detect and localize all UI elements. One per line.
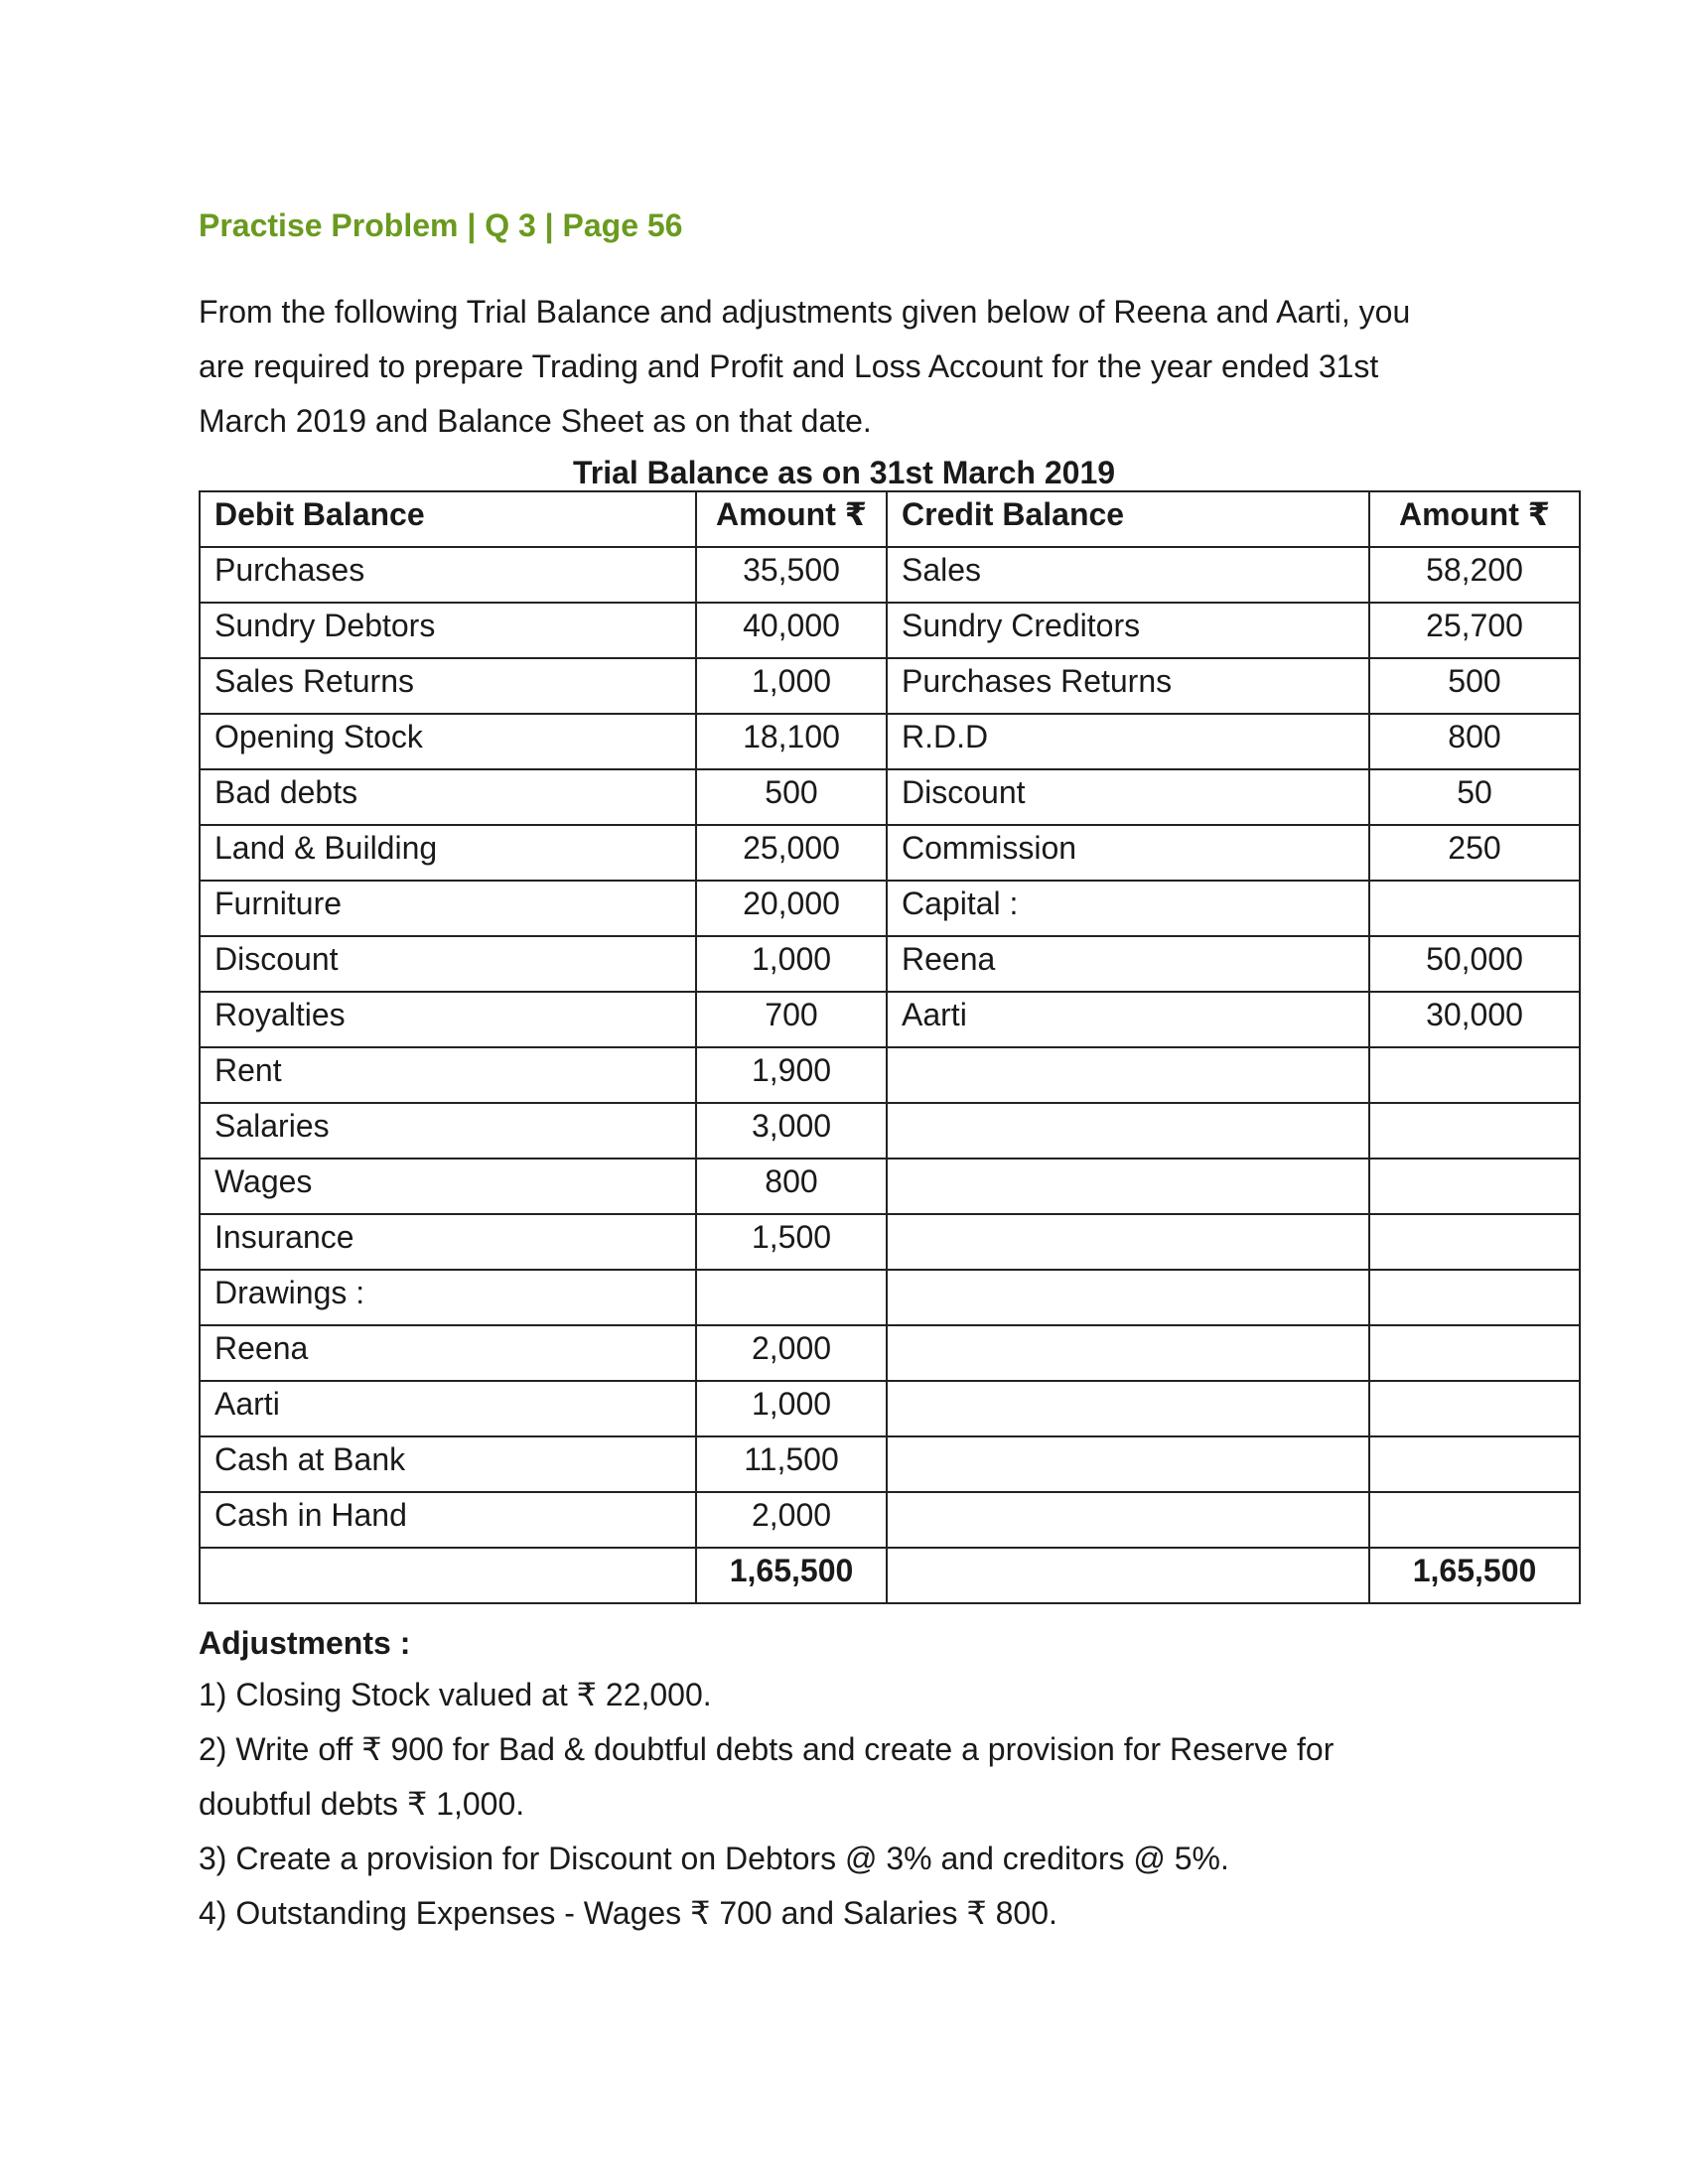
credit-balance-cell: Sundry Creditors [887, 603, 1369, 658]
credit-balance-cell: Commission [887, 825, 1369, 881]
adjustments-title: Adjustments : [199, 1625, 411, 1661]
debit-amount-cell: 1,000 [696, 658, 887, 714]
debit-balance-cell: Salaries [200, 1103, 696, 1159]
credit-balance-cell: Sales [887, 547, 1369, 603]
table-row [200, 1270, 1580, 1325]
table-row [200, 714, 1580, 769]
table-row [200, 1047, 1580, 1103]
table-row [200, 769, 1580, 825]
table-row [200, 992, 1580, 1047]
debit-balance-cell: Wages [200, 1159, 696, 1214]
table-row [200, 1214, 1580, 1270]
debit-amount-cell: 3,000 [696, 1103, 887, 1159]
credit-amount-cell: 58,200 [1369, 547, 1580, 603]
debit-amount-cell: 1,000 [696, 936, 887, 992]
debit-amount-cell: 1,900 [696, 1047, 887, 1103]
credit-balance-cell [887, 1214, 1369, 1270]
total-debit-amount: 1,65,500 [696, 1548, 887, 1603]
credit-amount-cell [1369, 1159, 1580, 1214]
credit-balance-cell [887, 1436, 1369, 1492]
credit-balance-cell [887, 1103, 1369, 1159]
credit-amount-cell: 800 [1369, 714, 1580, 769]
header-credit-amount: Amount ₹ [1369, 491, 1580, 547]
debit-amount-cell: 1,000 [696, 1381, 887, 1436]
total-row [200, 1548, 1580, 1603]
credit-balance-cell [887, 1325, 1369, 1381]
debit-balance-cell: Sundry Debtors [200, 603, 696, 658]
credit-amount-cell: 25,700 [1369, 603, 1580, 658]
problem-statement [199, 285, 1579, 449]
table-row [200, 547, 1580, 603]
debit-balance-cell: Opening Stock [200, 714, 696, 769]
credit-balance-cell: R.D.D [887, 714, 1369, 769]
table-row [200, 658, 1580, 714]
table-row [200, 1381, 1580, 1436]
table-row [200, 1492, 1580, 1548]
debit-balance-cell: Rent [200, 1047, 696, 1103]
problem-statement-line: From the following Trial Balance and adjustments given below of Reena and Aarti, you [199, 294, 1411, 330]
debit-balance-cell: Bad debts [200, 769, 696, 825]
adjustment-item: 3) Create a provision for Discount on Debtors @ 3% and creditors @ 5%. [199, 1841, 1229, 1876]
debit-amount-cell [696, 1270, 887, 1325]
credit-balance-cell [887, 1270, 1369, 1325]
table-row [200, 936, 1580, 992]
problem-statement-line: are required to prepare Trading and Profit and Loss Account for the year ended 31st [199, 348, 1379, 384]
debit-amount-cell: 25,000 [696, 825, 887, 881]
debit-balance-cell: Insurance [200, 1214, 696, 1270]
debit-amount-cell: 40,000 [696, 603, 887, 658]
trial-balance-table [199, 490, 1581, 1604]
credit-amount-cell [1369, 1214, 1580, 1270]
debit-amount-cell: 500 [696, 769, 887, 825]
debit-balance-cell: Purchases [200, 547, 696, 603]
credit-balance-cell [887, 1047, 1369, 1103]
credit-amount-cell [1369, 1047, 1580, 1103]
debit-balance-cell: Cash in Hand [200, 1492, 696, 1548]
header-credit-balance: Credit Balance [887, 491, 1369, 547]
credit-amount-cell: 500 [1369, 658, 1580, 714]
debit-balance-cell: Reena [200, 1325, 696, 1381]
credit-amount-cell: 250 [1369, 825, 1580, 881]
debit-balance-cell: Royalties [200, 992, 696, 1047]
debit-amount-cell: 1,500 [696, 1214, 887, 1270]
debit-amount-cell: 800 [696, 1159, 887, 1214]
table-row [200, 1103, 1580, 1159]
credit-amount-cell [1369, 1492, 1580, 1548]
debit-balance-cell: Sales Returns [200, 658, 696, 714]
adjustment-item: 4) Outstanding Expenses - Wages ₹ 700 and Salaries ₹ 800. [199, 1895, 1057, 1931]
adjustment-item: 1) Closing Stock valued at ₹ 22,000. [199, 1677, 712, 1712]
debit-amount-cell: 700 [696, 992, 887, 1047]
credit-amount-cell [1369, 881, 1580, 936]
total-debit-label [200, 1548, 696, 1603]
table-row [200, 1436, 1580, 1492]
credit-amount-cell: 50 [1369, 769, 1580, 825]
table-row [200, 603, 1580, 658]
debit-amount-cell: 2,000 [696, 1492, 887, 1548]
credit-amount-cell: 50,000 [1369, 936, 1580, 992]
debit-amount-cell: 2,000 [696, 1325, 887, 1381]
credit-amount-cell: 30,000 [1369, 992, 1580, 1047]
credit-balance-cell [887, 1381, 1369, 1436]
credit-balance-cell: Discount [887, 769, 1369, 825]
trial-balance-caption: Trial Balance as on 31st March 2019 [572, 455, 1116, 490]
adjustment-item: 2) Write off ₹ 900 for Bad & doubtful debts and create a provision for Reserve for doubtful debts ₹ 1,000. [199, 1731, 1335, 1822]
table-row [200, 1159, 1580, 1214]
debit-balance-cell: Aarti [200, 1381, 696, 1436]
debit-amount-cell: 20,000 [696, 881, 887, 936]
credit-balance-cell: Aarti [887, 992, 1369, 1047]
credit-balance-cell [887, 1159, 1369, 1214]
credit-balance-cell [887, 1492, 1369, 1548]
problem-heading: Practise Problem | Q 3 | Page 56 [199, 207, 683, 243]
debit-amount-cell: 18,100 [696, 714, 887, 769]
table-row [200, 881, 1580, 936]
header-debit-amount: Amount ₹ [696, 491, 887, 547]
header-debit-balance: Debit Balance [200, 491, 696, 547]
credit-balance-cell: Reena [887, 936, 1369, 992]
debit-amount-cell: 11,500 [696, 1436, 887, 1492]
credit-balance-cell: Capital : [887, 881, 1369, 936]
credit-amount-cell [1369, 1381, 1580, 1436]
credit-amount-cell [1369, 1270, 1580, 1325]
table-row [200, 825, 1580, 881]
debit-balance-cell: Cash at Bank [200, 1436, 696, 1492]
debit-balance-cell: Land & Building [200, 825, 696, 881]
debit-amount-cell: 35,500 [696, 547, 887, 603]
credit-amount-cell [1369, 1436, 1580, 1492]
debit-balance-cell: Drawings : [200, 1270, 696, 1325]
debit-balance-cell: Discount [200, 936, 696, 992]
problem-statement-line: March 2019 and Balance Sheet as on that date. [199, 403, 872, 439]
credit-amount-cell [1369, 1325, 1580, 1381]
document-page [199, 204, 1579, 1941]
trial-balance-body [200, 547, 1580, 1548]
total-credit-label [887, 1548, 1369, 1603]
table-header-row [200, 491, 1580, 547]
debit-balance-cell: Furniture [200, 881, 696, 936]
table-row [200, 1325, 1580, 1381]
credit-amount-cell [1369, 1103, 1580, 1159]
credit-balance-cell: Purchases Returns [887, 658, 1369, 714]
total-credit-amount: 1,65,500 [1369, 1548, 1580, 1603]
